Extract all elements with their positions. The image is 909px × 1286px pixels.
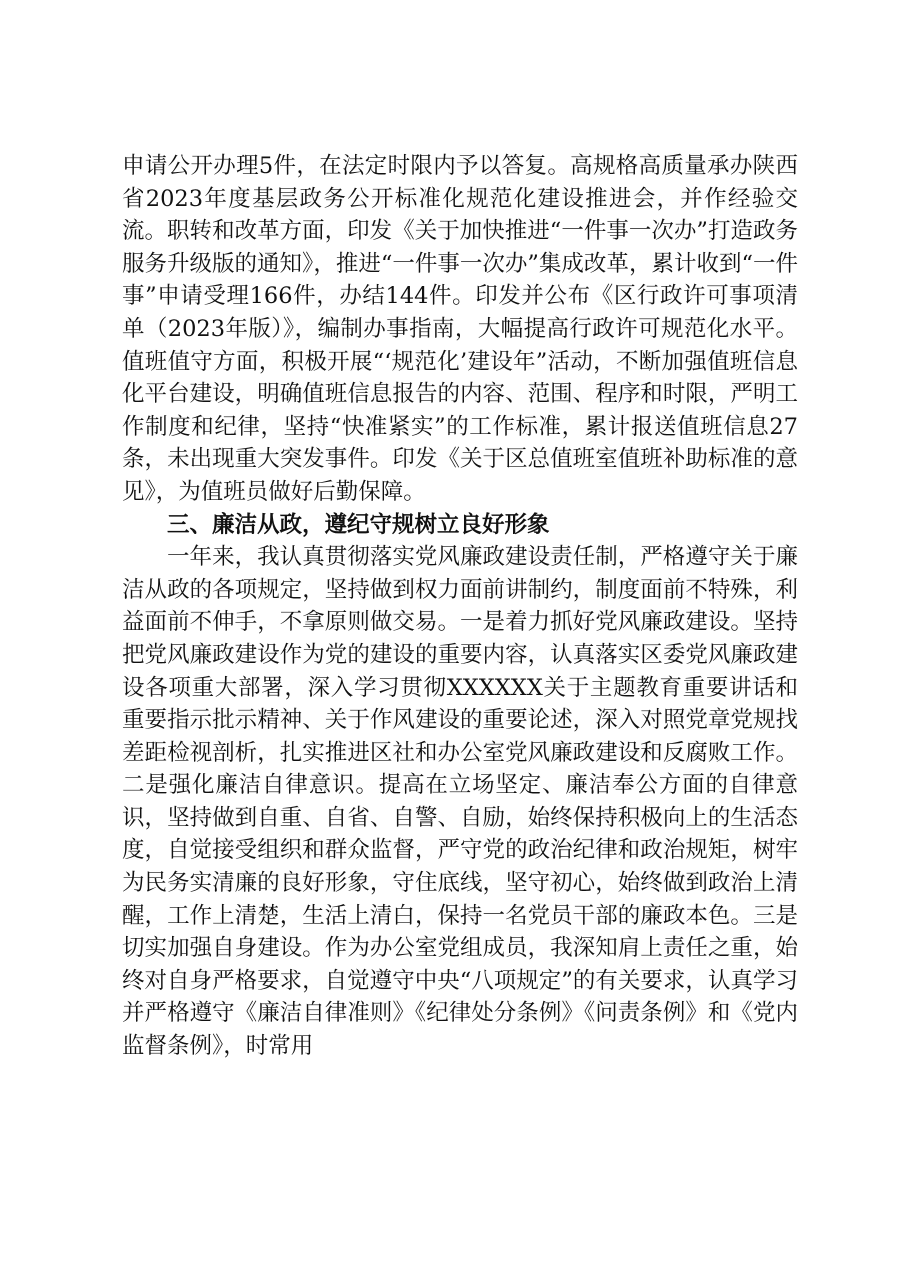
body-paragraph: 申请公开办理5件，在法定时限内予以答复。高规格高质量承办陕西省2023年度基层政务公开标准化规范化建设推进会，并作经验交流。职转和改革方面，印发《关于加快推进“一件事一次办”打造政务服务升级版的通知》，推进“一件事一次办”集成改革，累计收到“一件事”申请受理166件，办结144件。印发并公布《区行政许可事项清单（2023年版）》，编制办事指南，大幅提高行政许可规范化水平。值班值守方面，积极开展“‘规范化’建设年”活动，不断加强值班信息化平台建设，明确值班信息报告的内容、范围、程序和时限，严明工作制度和纪律，坚持“快准紧实”的工作标准，累计报送值班信息27条，未出现重大突发事件。印发《关于区总值班室值班补助标准的意见》，为值班员做好后勤保障。 [122, 153, 798, 505]
section-heading: 三、廉洁从政，遵纪守规树立良好形象 [167, 511, 550, 538]
body-paragraph: 一年来，我认真贯彻落实党风廉政建设责任制，严格遵守关于廉洁从政的各项规定，坚持做到权力面前讲制约，制度面前不特殊，利益面前不伸手，不拿原则做交易。一是着力抓好党风廉政建设。坚持把党风廉政建设作为党的建设的重要内容，认真落实区委党风廉政建设各项重大部署，深入学习贯彻XXXXXX关于主题教育重要讲话和重要指示批示精神、关于作风建设的重要论述，深入对照党章党规找差距检视剖析，扎实推进区社和办公室党风廉政建设和反腐败工作。二是强化廉洁自律意识。提高在立场坚定、廉洁奉公方面的自律意识，坚持做到自重、自省、自警、自励，始终保持积极向上的生活态度，自觉接受组织和群众监督，严守党的政治纪律和政治规矩，树牢为民务实清廉的良好形象，守住底线，坚守初心，始终做到政治上清醒，工作上清楚，生活上清白，保持一名党员干部的廉政本色。三是切实加强自身建设。作为办公室党组成员，我深知肩上责任之重，始终对自身严格要求，自觉遵守中央“八项规定”的有关要求，认真学习并严格遵守《廉洁自律准则》《纪律处分条例》《问责条例》和《党内监督条例》，时常用 [122, 544, 798, 1060]
document-body [122, 150, 798, 1063]
